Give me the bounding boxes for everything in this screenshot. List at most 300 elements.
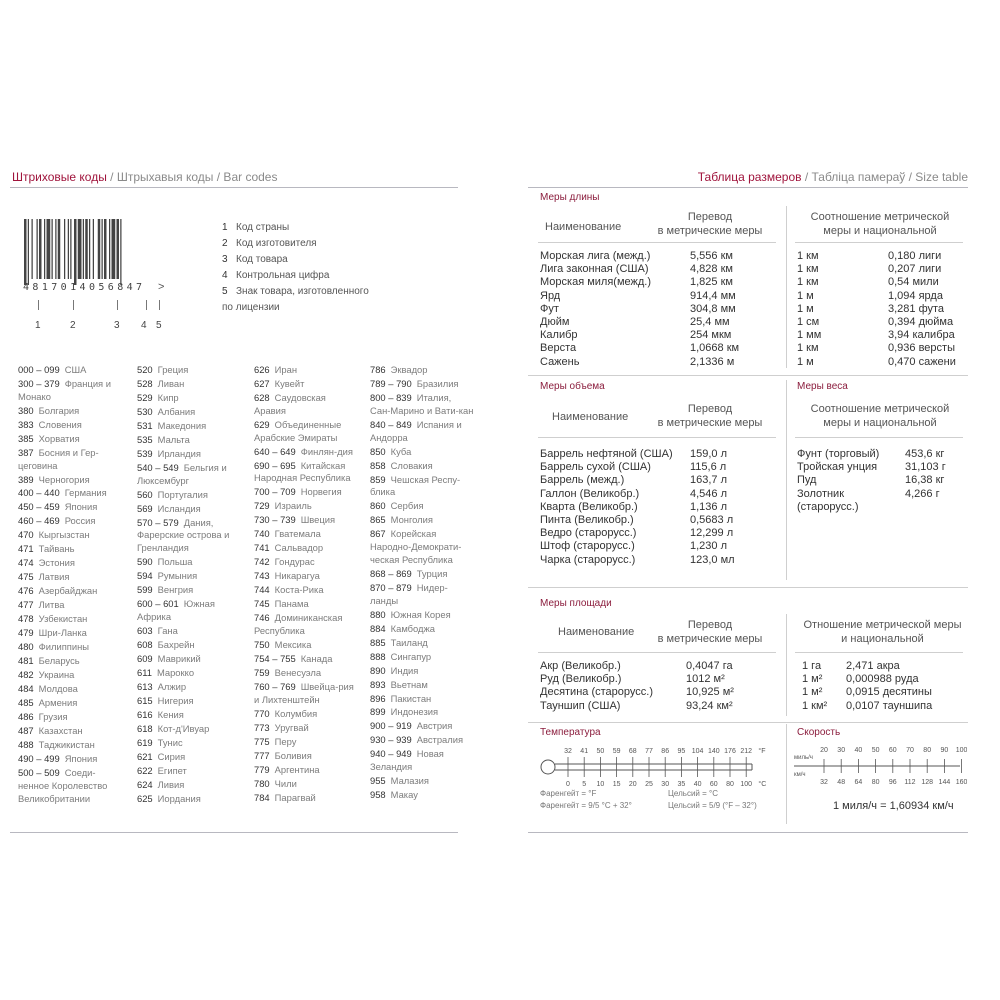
country-code-entry — [370, 637, 474, 650]
country-name: Кения — [157, 708, 184, 720]
volume-head-conv-1: Перевод — [687, 403, 733, 415]
country-code-entry — [137, 723, 241, 736]
barcode-bar — [47, 219, 51, 279]
volume-value: 12,299 л — [690, 527, 734, 540]
area-head-rule — [538, 652, 776, 653]
country-code-entry — [370, 474, 474, 500]
barcode-bar — [109, 219, 110, 279]
country-code: 700 – 709 — [254, 486, 296, 498]
country-code: 477 — [18, 599, 34, 611]
country-code: 759 — [254, 666, 270, 678]
barcode-bar — [98, 219, 101, 279]
length-value: 2,1336 м — [690, 355, 735, 368]
length-name: Сажень — [540, 355, 580, 368]
celsius-unit: °C — [758, 781, 767, 788]
volume-name: Кварта (Великобр.) — [540, 500, 638, 513]
country-code: 622 — [137, 764, 153, 776]
length-bottom-rule — [528, 375, 968, 376]
country-code: 780 — [254, 777, 270, 789]
country-code: 893 — [370, 678, 386, 690]
country-code: 858 — [370, 459, 386, 471]
weight-name: Пуд — [797, 474, 817, 487]
country-name: Алжир — [157, 680, 187, 692]
country-code: 569 — [137, 502, 153, 514]
country-code-entry — [254, 612, 360, 638]
weight-value: 453,6 кг — [905, 448, 945, 460]
length-ratio-head-rule — [795, 242, 963, 243]
country-code: 487 — [18, 725, 34, 737]
barcode-bar — [120, 219, 121, 285]
fahrenheit-tick-label: 32 — [564, 748, 572, 755]
celsius-tick-label: 10 — [596, 781, 605, 788]
country-name: Мальта — [157, 433, 190, 445]
country-name: Куба — [390, 445, 412, 457]
kmh-tick-label: 48 — [837, 779, 846, 786]
country-name: Венгрия — [157, 584, 194, 596]
length-name: Дюйм — [540, 316, 570, 329]
marker-3: 3 — [114, 320, 120, 331]
country-name: Кыргызстан — [38, 529, 90, 541]
country-code: 478 — [18, 613, 34, 625]
country-name: Израиль — [274, 500, 312, 512]
country-code: 860 — [370, 500, 386, 512]
country-code-entry — [370, 789, 474, 802]
length-ratio-value: 0,470 сажени — [888, 355, 956, 368]
fahrenheit-tick-label: 104 — [691, 748, 704, 755]
country-name: Молдова — [38, 683, 78, 695]
country-name: Румыния — [157, 570, 198, 582]
country-code-entry — [254, 392, 360, 418]
celsius-tick-label: 30 — [661, 781, 670, 788]
country-code: 608 — [137, 638, 153, 650]
length-ratio-unit: 1 м — [797, 302, 814, 315]
celsius-tick-label: 40 — [693, 781, 702, 788]
country-code: 742 — [254, 556, 270, 568]
country-name: Норвегия — [300, 486, 342, 498]
mph-tick-label: 30 — [837, 747, 846, 754]
country-name: Япония — [64, 501, 98, 513]
country-name: Ливан — [157, 377, 185, 389]
country-name: Черногория — [38, 473, 90, 485]
country-name: Гондурас — [274, 556, 315, 568]
country-name: Колумбия — [274, 707, 318, 719]
country-code-entry — [254, 542, 360, 555]
country-code: 383 — [18, 418, 34, 430]
country-name: Казахстан — [38, 725, 83, 737]
country-code: 743 — [254, 570, 270, 582]
country-name: Новая Зеландия — [370, 748, 444, 773]
volume-name: Галлон (Великобр.) — [540, 487, 640, 500]
speed-kmh-unit: км/ч — [794, 772, 806, 778]
country-name: Нидер-ланды — [370, 581, 448, 606]
mph-tick-label: 100 — [955, 747, 967, 754]
area-head-conv-1: Перевод — [687, 619, 733, 631]
temp-formula-f: Фаренгейт = °F — [540, 789, 597, 798]
kmh-tick-label: 96 — [888, 779, 897, 786]
country-code: 385 — [18, 432, 34, 444]
left-header-rule — [10, 187, 458, 188]
country-code: 740 — [254, 528, 270, 540]
country-code: 629 — [254, 418, 270, 430]
fahrenheit-unit: °F — [758, 748, 766, 755]
country-code: 750 — [254, 638, 270, 650]
volume-value: 1,230 л — [690, 540, 728, 553]
weight-names — [797, 448, 879, 514]
mph-tick-label: 40 — [854, 747, 863, 754]
volume-name: Баррель нефтяной (США) — [540, 448, 673, 460]
volume-value: 4,546 л — [690, 487, 728, 500]
country-code: 479 — [18, 627, 34, 639]
country-code-entry — [137, 378, 241, 391]
country-code-entry — [18, 378, 124, 404]
country-code: 530 — [137, 405, 153, 417]
area-name: Акр (Великобр.) — [540, 660, 621, 672]
country-code: 899 — [370, 706, 386, 718]
legend-item: 3 Код товара — [222, 254, 288, 265]
country-code-entry — [254, 736, 360, 749]
barcode-bar — [37, 219, 38, 279]
country-name: Перу — [274, 735, 297, 747]
country-code-entry — [18, 697, 124, 710]
country-code-entry — [18, 753, 124, 766]
mph-tick-label: 90 — [940, 747, 949, 754]
country-code-entry — [254, 598, 360, 611]
country-column-3 — [254, 364, 360, 806]
length-value: 5,556 км — [690, 250, 733, 262]
area-value: 1012 м² — [686, 673, 725, 686]
country-code-entry — [254, 460, 360, 486]
length-value: 914,4 мм — [690, 289, 736, 302]
country-name: Макау — [390, 789, 418, 801]
country-code-entry — [18, 447, 124, 473]
country-name: Мексика — [274, 638, 312, 650]
country-code-entry — [137, 598, 241, 624]
country-code: 485 — [18, 697, 34, 709]
country-code: 470 — [18, 529, 34, 541]
country-name: Индонезия — [390, 706, 439, 718]
length-names — [540, 250, 651, 369]
marker-4: 4 — [141, 320, 147, 331]
country-name: Шри-Ланка — [38, 627, 87, 639]
country-code: 868 – 869 — [370, 567, 412, 579]
area-name: Десятина (старорусс.) — [540, 686, 653, 699]
area-names — [540, 660, 653, 713]
country-code-entry — [254, 528, 360, 541]
kmh-tick-label: 32 — [820, 779, 828, 786]
mph-tick-label: 20 — [820, 747, 828, 754]
area-ratio-right — [846, 660, 932, 713]
country-code-entry — [137, 462, 241, 488]
country-name: Австралия — [416, 734, 464, 746]
country-name: Украина — [38, 669, 75, 681]
country-code: 570 – 579 — [137, 516, 179, 528]
country-code-entry — [254, 500, 360, 513]
right-title-rest: / Табліца памераў / Size table — [801, 170, 968, 184]
country-name: Маврикий — [157, 652, 201, 664]
country-code: 730 – 739 — [254, 514, 296, 526]
speed-scale — [792, 742, 967, 790]
country-code-entry — [18, 739, 124, 752]
country-name: Ирландия — [157, 447, 201, 459]
country-code: 741 — [254, 542, 270, 554]
country-code: 773 — [254, 721, 270, 733]
country-code: 760 – 769 — [254, 680, 296, 692]
country-name: Венесуэла — [274, 666, 322, 678]
country-name: Чили — [274, 777, 297, 789]
length-ratio-unit: 1 мм — [797, 329, 822, 342]
length-ratio-value: 3,94 калибра — [888, 329, 955, 342]
country-name: Бразилия — [416, 377, 459, 389]
celsius-tick-label: 100 — [740, 781, 753, 788]
country-name: Сальвадор — [274, 542, 324, 554]
barcode-bar — [55, 219, 56, 279]
country-code: 729 — [254, 500, 270, 512]
country-name: Сербия — [390, 500, 424, 512]
length-ratio-value: 1,094 ярда — [888, 289, 943, 302]
country-column-4 — [370, 364, 474, 803]
country-name: Гана — [157, 624, 178, 636]
volume-value: 1,136 л — [690, 500, 728, 513]
length-ratio-right — [888, 250, 956, 369]
country-code: 529 — [137, 391, 153, 403]
celsius-tick-label: 20 — [628, 781, 637, 788]
country-code: 880 — [370, 608, 386, 620]
weight-value: 16,38 кг — [905, 474, 945, 487]
celsius-tick-label: 5 — [582, 781, 587, 788]
barcode-bar — [24, 219, 27, 285]
length-ratio-value: 0,936 версты — [888, 342, 955, 355]
weight-values — [905, 448, 946, 514]
barcode-bar — [70, 219, 71, 279]
country-name: Южная Корея — [390, 608, 451, 620]
country-code: 619 — [137, 736, 153, 748]
country-name: Македония — [157, 419, 207, 431]
country-name: Беларусь — [38, 655, 80, 667]
country-code: 626 — [254, 364, 270, 375]
country-code-entry — [137, 793, 241, 806]
area-ratio-unit: 1 м² — [802, 686, 823, 699]
country-code-entry — [254, 722, 360, 735]
area-ratio-head-rule — [795, 652, 963, 653]
barcode-bar — [28, 219, 29, 285]
country-code-entry — [370, 419, 474, 445]
country-code: 618 — [137, 722, 153, 734]
country-code: 930 – 939 — [370, 734, 412, 746]
country-code-entry — [18, 725, 124, 738]
country-name: Кипр — [157, 391, 179, 403]
country-name: Сингапур — [390, 650, 432, 662]
country-name: Камбоджа — [390, 622, 436, 634]
length-value: 254 мкм — [690, 329, 732, 342]
country-code-entry — [370, 514, 474, 527]
country-code-entry — [18, 433, 124, 446]
legend-item: 4 Контрольная цифра — [222, 270, 330, 281]
country-code-entry — [18, 669, 124, 682]
country-code: 481 — [18, 655, 34, 667]
country-code-entry — [137, 584, 241, 597]
right-title-accent: Таблица размеров — [697, 170, 802, 184]
country-code: 627 — [254, 377, 270, 389]
area-divider — [786, 614, 787, 716]
length-name: Лига законная (США) — [540, 263, 649, 276]
country-name: Парагвай — [274, 791, 316, 803]
barcode-bar — [68, 219, 69, 279]
country-code-entry — [254, 708, 360, 721]
country-code: 625 — [137, 792, 153, 804]
legend-item: 2 Код изготовителя — [222, 238, 317, 249]
country-code-entry — [370, 623, 474, 636]
country-code: 896 — [370, 692, 386, 704]
legend-item: 5 Знак товара, изготовленного — [222, 286, 369, 297]
area-value: 10,925 м² — [686, 686, 734, 699]
thermometer-scale — [530, 740, 780, 792]
country-code-entry — [254, 681, 360, 707]
length-head-rule — [538, 242, 776, 243]
length-divider — [786, 206, 787, 368]
country-code-entry — [137, 420, 241, 433]
country-name: Объединенные Арабские Эмираты — [254, 418, 342, 443]
country-code: 621 — [137, 750, 153, 762]
country-code-entry — [18, 419, 124, 432]
country-code: 779 — [254, 763, 270, 775]
barcode-markers — [20, 300, 180, 332]
country-code: 476 — [18, 585, 34, 597]
celsius-tick-label: 25 — [645, 781, 653, 788]
country-code-entry — [137, 695, 241, 708]
weight-name: Золотник — [797, 487, 845, 500]
country-code-entry — [370, 500, 474, 513]
celsius-tick-label: 80 — [726, 781, 734, 788]
country-code: 885 — [370, 636, 386, 648]
length-ratio-value: 0,394 дюйма — [888, 316, 954, 329]
temperature-title: Температура — [540, 727, 601, 738]
mph-tick-label: 80 — [923, 747, 932, 754]
country-name: Албания — [157, 405, 196, 417]
barcode-bar — [85, 219, 88, 279]
length-ratio-unit: 1 км — [797, 342, 819, 355]
country-code: 475 — [18, 571, 34, 583]
length-ratio-left — [797, 250, 821, 369]
country-code: 540 – 549 — [137, 461, 179, 473]
country-code-entry — [137, 489, 241, 502]
celsius-tick-label: 15 — [612, 781, 621, 788]
volume-name: Баррель (межд.) — [540, 474, 625, 487]
country-name: Франция и Монако — [18, 377, 111, 402]
length-ratio-value: 0,54 мили — [888, 276, 939, 289]
country-code-entry — [137, 625, 241, 638]
country-code: 600 – 601 — [137, 598, 179, 610]
country-code: 387 — [18, 446, 34, 458]
country-code: 000 – 099 — [18, 364, 60, 375]
marker-1: 1 — [35, 320, 41, 331]
country-name: Тунис — [157, 736, 183, 748]
volume-name: Штоф (старорусс.) — [540, 540, 635, 553]
country-code: 380 — [18, 404, 34, 416]
country-code-entry — [254, 570, 360, 583]
country-name: Египет — [157, 764, 187, 776]
country-code-entry — [18, 529, 124, 542]
fahrenheit-tick-label: 95 — [677, 748, 686, 755]
country-column-2 — [137, 364, 241, 807]
country-code-entry — [370, 720, 474, 733]
country-code-entry — [370, 775, 474, 788]
fahrenheit-tick-label: 41 — [580, 748, 589, 755]
country-code-entry — [137, 556, 241, 569]
length-ratio-value: 0,207 лиги — [888, 263, 942, 276]
length-ratio-unit: 1 см — [797, 316, 820, 329]
country-code-entry — [254, 419, 360, 445]
country-name: Финлян-дия — [300, 445, 353, 457]
country-code: 484 — [18, 683, 34, 695]
length-value: 304,8 мм — [690, 302, 736, 315]
country-name: Португалия — [157, 488, 208, 500]
country-code: 628 — [254, 391, 270, 403]
length-head-name: Наименование — [545, 221, 622, 233]
country-code-entry — [18, 627, 124, 640]
country-code-entry — [370, 364, 474, 377]
length-name: Верста — [540, 342, 577, 355]
legend-item: 1 Код страны — [222, 222, 290, 233]
country-code-entry — [370, 651, 474, 664]
country-name: Таджикистан — [38, 739, 95, 751]
country-code-entry — [18, 557, 124, 570]
barcode-bar — [104, 219, 107, 279]
country-code: 520 — [137, 364, 153, 375]
volume-value: 123,0 мл — [690, 553, 735, 566]
weight-title: Меры веса — [797, 381, 848, 392]
barcode-legend — [222, 222, 422, 318]
country-name: Уругвай — [274, 721, 309, 733]
country-code: 450 – 459 — [18, 501, 60, 513]
country-code-entry — [18, 501, 124, 514]
length-name: Морская лига (межд.) — [540, 250, 651, 262]
volume-head-name: Наименование — [552, 411, 629, 423]
length-value: 1,0668 км — [690, 342, 740, 355]
country-code-entry — [370, 528, 474, 566]
volume-values — [690, 448, 735, 567]
country-code: 867 — [370, 528, 386, 540]
left-footer-rule — [10, 832, 458, 833]
country-code: 400 – 440 — [18, 487, 60, 499]
area-bottom-rule — [528, 722, 968, 723]
country-code-entry — [18, 487, 124, 500]
country-code: 611 — [137, 666, 152, 678]
country-code-entry — [370, 582, 474, 608]
country-code: 528 — [137, 377, 153, 389]
country-code: 531 — [137, 419, 153, 431]
country-name: Эстония — [38, 557, 75, 569]
volume-head-conv-2: в метрические меры — [657, 417, 763, 429]
country-name: Япония — [64, 753, 98, 765]
country-name: Доминиканская Республика — [254, 612, 343, 636]
country-code: 616 — [137, 708, 153, 720]
kmh-tick-label: 128 — [921, 779, 934, 786]
volume-name: Ведро (старорусс.) — [540, 527, 637, 540]
country-code-entry — [254, 584, 360, 597]
fahrenheit-tick-label: 140 — [707, 748, 720, 755]
fahrenheit-tick-label: 176 — [724, 748, 736, 755]
country-code-entry — [370, 706, 474, 719]
right-page-title — [698, 170, 968, 184]
country-code: 859 — [370, 473, 386, 485]
fahrenheit-tick-label: 77 — [645, 748, 653, 755]
country-code-entry — [370, 392, 474, 418]
country-code-entry — [370, 460, 474, 473]
country-name: Гватемала — [274, 528, 321, 540]
country-code-entry — [137, 709, 241, 722]
country-name: Россия — [64, 515, 96, 527]
weight-head-rule — [795, 437, 963, 438]
